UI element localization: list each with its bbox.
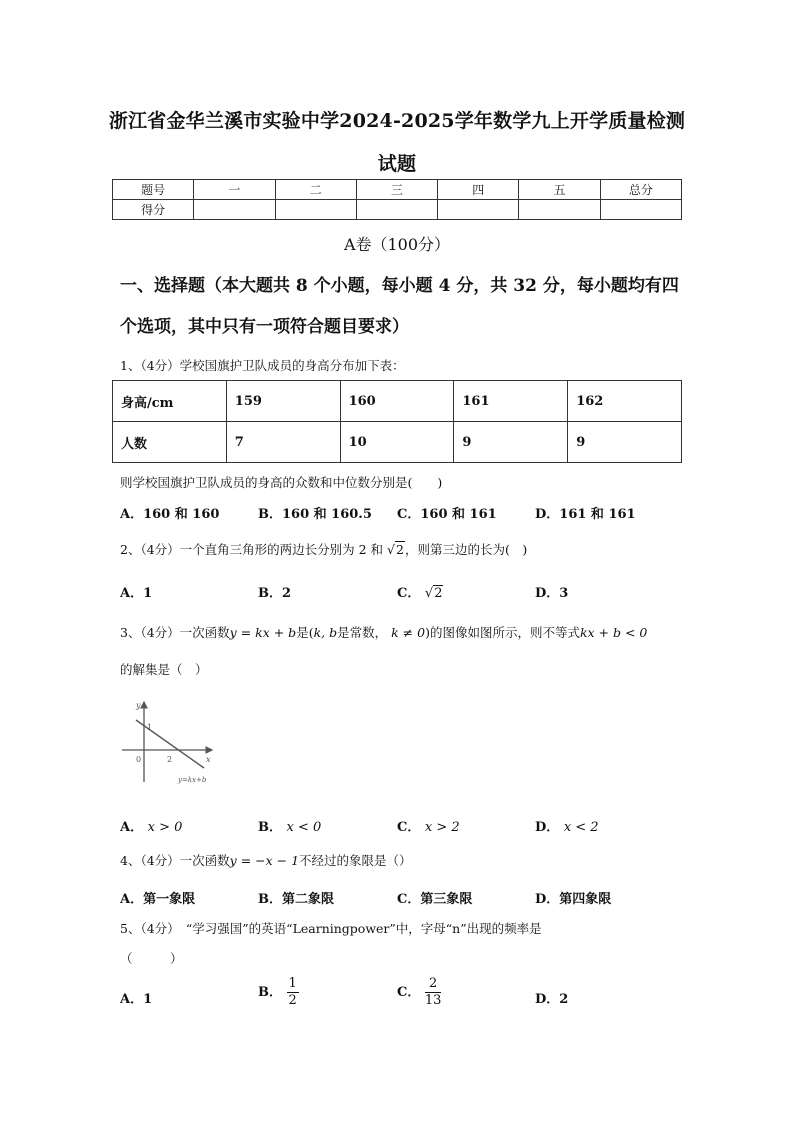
q1-option-d[interactable]: D．161 和 161 — [535, 507, 636, 522]
count-cell: 7 — [226, 422, 340, 463]
q2-option-a[interactable]: A．1 — [120, 586, 153, 601]
question-2-stem — [120, 540, 527, 558]
option-letter: A． — [120, 820, 144, 835]
option-letter: D． — [535, 820, 560, 835]
height-table-header — [113, 381, 682, 422]
option-math: x < 0 — [286, 820, 322, 835]
q2-stem-part: 2、（4分）一个直角三角形的两边长分别为 2 和 — [120, 542, 384, 557]
q5-option-a[interactable]: A．1 — [120, 992, 153, 1007]
q2-option-c[interactable] — [397, 582, 443, 601]
line-label: y=kx+b — [178, 776, 207, 784]
score-empty-cell — [275, 200, 356, 220]
q2-stem-part: ，则第三边的长为( ) — [404, 542, 528, 557]
score-cell: 一 — [194, 180, 275, 200]
height-cell: 162 — [568, 381, 682, 422]
y-intercept-label: 1 — [147, 723, 153, 732]
count-cell: 10 — [340, 422, 454, 463]
count-cell: 人数 — [113, 422, 227, 463]
score-cell: 四 — [438, 180, 519, 200]
score-cell: 三 — [356, 180, 437, 200]
question-5-stem: 5、（4分） “学习强国”的英语“Learningpower”中，字母“n”出现的频率是 — [120, 921, 542, 936]
score-empty-cell — [356, 200, 437, 220]
q1-option-b[interactable]: B．160 和 160.5 — [258, 507, 372, 522]
fraction-denominator: 2 — [288, 993, 297, 1008]
section-1-title: 一、选择题（本大题共 8 个小题，每小题 4 分，共 32 分，每小题均有四个选项，其中只有一项符合题目要求） — [120, 276, 679, 337]
height-cell: 160 — [340, 381, 454, 422]
sqrt-radicand: 2 — [396, 542, 404, 557]
q4-option-b[interactable]: B．第二象限 — [258, 892, 334, 907]
score-cell: 五 — [519, 180, 600, 200]
option-math: x > 2 — [424, 820, 460, 835]
q3-function-graph — [118, 696, 228, 786]
option-letter: B． — [258, 985, 282, 1000]
count-cell: 9 — [568, 422, 682, 463]
q4-option-a[interactable]: A．第一象限 — [120, 892, 196, 907]
origin-label: 0 — [136, 755, 142, 764]
fraction-numerator: 1 — [288, 976, 297, 991]
height-cell: 161 — [454, 381, 568, 422]
score-cell: 题号 — [113, 180, 194, 200]
option-letter: C． — [397, 985, 421, 1000]
q4-stem-part: 4、（4分）一次函数 — [120, 853, 230, 868]
q3-function: y = kx + b — [229, 625, 297, 640]
sqrt-expression: √2 — [387, 542, 404, 557]
fraction — [287, 976, 299, 1009]
question-1-stem: 1、（4分）学校国旗护卫队成员的身高分布加下表： — [120, 358, 405, 373]
y-axis-label: y — [136, 701, 141, 710]
q3-stem-part: 是常数， — [337, 625, 388, 640]
height-table — [112, 380, 682, 463]
q5-option-c[interactable] — [397, 976, 441, 1009]
q4-function: y = −x − 1 — [229, 853, 300, 868]
q4-option-c[interactable]: C．第三象限 — [397, 892, 473, 907]
q4-stem-part: 不经过的象限是（） — [299, 853, 412, 868]
count-cell: 9 — [454, 422, 568, 463]
q3-option-c[interactable] — [397, 816, 460, 835]
section-a-heading: A卷（100分） — [343, 235, 451, 254]
q1-option-c[interactable]: C．160 和 161 — [397, 507, 497, 522]
score-empty-cell — [194, 200, 275, 220]
q3-stem-part: 是( — [296, 625, 314, 640]
question-5-paren: （ ） — [120, 951, 183, 966]
fraction-numerator: 2 — [425, 976, 442, 993]
q2-option-c-letter: C． — [397, 586, 421, 601]
page-title: 浙江省金华兰溪市实验中学2024-2025学年数学九上开学质量检测 — [108, 110, 686, 132]
q3-inequality: kx + b < 0 — [579, 625, 648, 640]
question-3-stem — [120, 623, 647, 641]
score-empty-cell — [519, 200, 600, 220]
score-empty-cell — [438, 200, 519, 220]
q3-condition: k ≠ 0 — [391, 625, 426, 640]
score-table-row — [113, 180, 682, 200]
option-letter: C． — [397, 820, 421, 835]
q3-option-a[interactable] — [120, 816, 182, 835]
question-3-stem-line2: 的解集是（ ） — [120, 662, 208, 677]
q1-option-a[interactable]: A．160 和 160 — [120, 507, 220, 522]
q3-constants: k, b — [313, 625, 338, 640]
q4-option-d[interactable]: D．第四象限 — [535, 892, 612, 907]
height-table-row — [113, 422, 682, 463]
page-title-line2: 试题 — [377, 153, 417, 175]
q5-option-b[interactable] — [258, 976, 299, 1009]
x-axis-label: x — [206, 755, 211, 764]
height-cell: 159 — [226, 381, 340, 422]
fraction — [425, 976, 442, 1009]
q2-option-b[interactable]: B．2 — [258, 586, 292, 601]
q3-stem-part: )的图像如图所示，则不等式 — [425, 625, 580, 640]
sqrt-expression: √2 — [424, 586, 443, 601]
option-math: x > 0 — [147, 820, 183, 835]
q5-option-d[interactable]: D．2 — [535, 992, 569, 1007]
score-cell: 得分 — [113, 200, 194, 220]
x-intercept-label: 2 — [167, 755, 173, 764]
score-table-row — [113, 200, 682, 220]
q2-option-d[interactable]: D．3 — [535, 586, 569, 601]
option-letter: B． — [258, 820, 282, 835]
score-empty-cell — [600, 200, 681, 220]
option-math: x < 2 — [563, 820, 599, 835]
q3-option-d[interactable] — [535, 816, 599, 835]
sqrt-radicand: 2 — [434, 586, 443, 601]
fraction-denominator: 13 — [424, 993, 442, 1008]
height-cell: 身高/cm — [113, 381, 227, 422]
question-4-stem — [120, 851, 412, 869]
q3-option-b[interactable] — [258, 816, 321, 835]
score-cell: 二 — [275, 180, 356, 200]
score-cell: 总分 — [600, 180, 681, 200]
q3-stem-part: 3、（4分）一次函数 — [120, 625, 230, 640]
question-1-text: 则学校国旗护卫队成员的身高的众数和中位数分别是( ) — [120, 475, 443, 490]
score-table — [112, 179, 682, 220]
